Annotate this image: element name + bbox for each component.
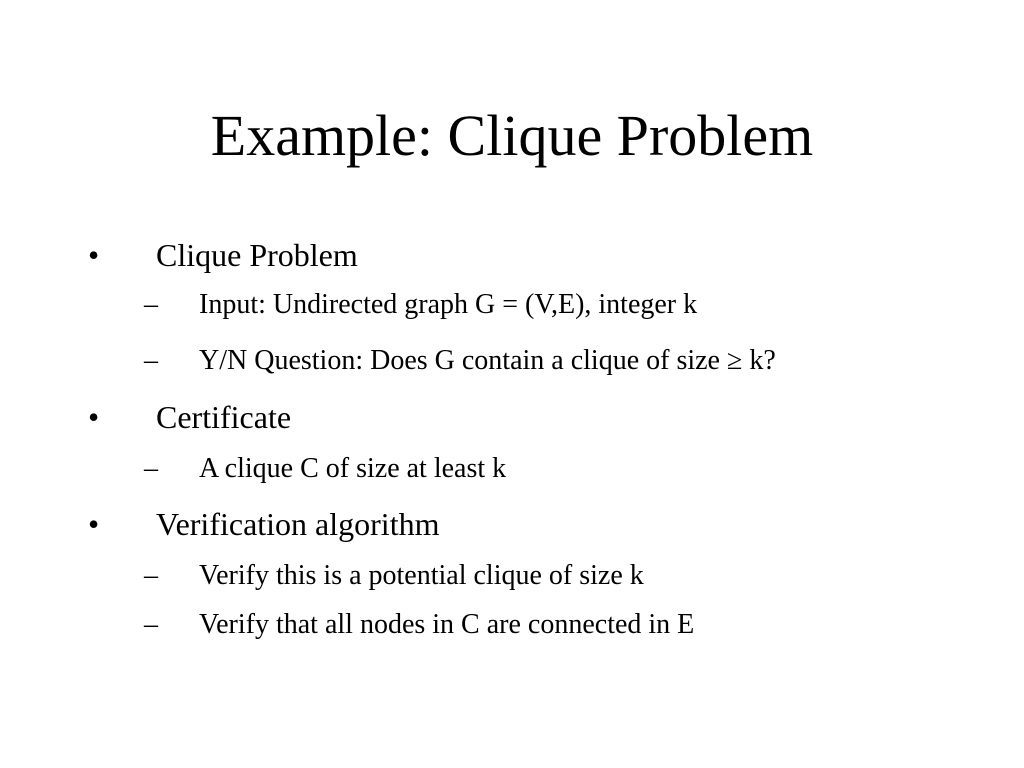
dash-marker: –	[144, 609, 158, 640]
dash-marker: –	[144, 289, 158, 320]
sub-bullet-text: Verify this is a potential clique of size k	[199, 560, 644, 591]
dash-marker: –	[144, 560, 158, 591]
slide-title: Example: Clique Problem	[210, 103, 814, 168]
sub-bullet-text: A clique C of size at least k	[199, 453, 507, 484]
dash-marker: –	[144, 453, 158, 484]
sub-bullet-text: Y/N Question: Does G contain a clique of size ≥ k?	[199, 345, 776, 376]
bullet-marker: •	[88, 237, 100, 273]
bullet-marker: •	[88, 506, 100, 542]
bullet-text: Verification algorithm	[156, 506, 440, 542]
sub-bullet-text: Input: Undirected graph G = (V,E), integer k	[199, 289, 698, 320]
dash-marker: –	[144, 345, 158, 376]
bullet-text: Certificate	[156, 399, 292, 435]
sub-bullet-text: Verify that all nodes in C are connected in E	[199, 609, 695, 640]
bullet-marker: •	[88, 399, 100, 435]
bullet-text: Clique Problem	[156, 237, 358, 273]
